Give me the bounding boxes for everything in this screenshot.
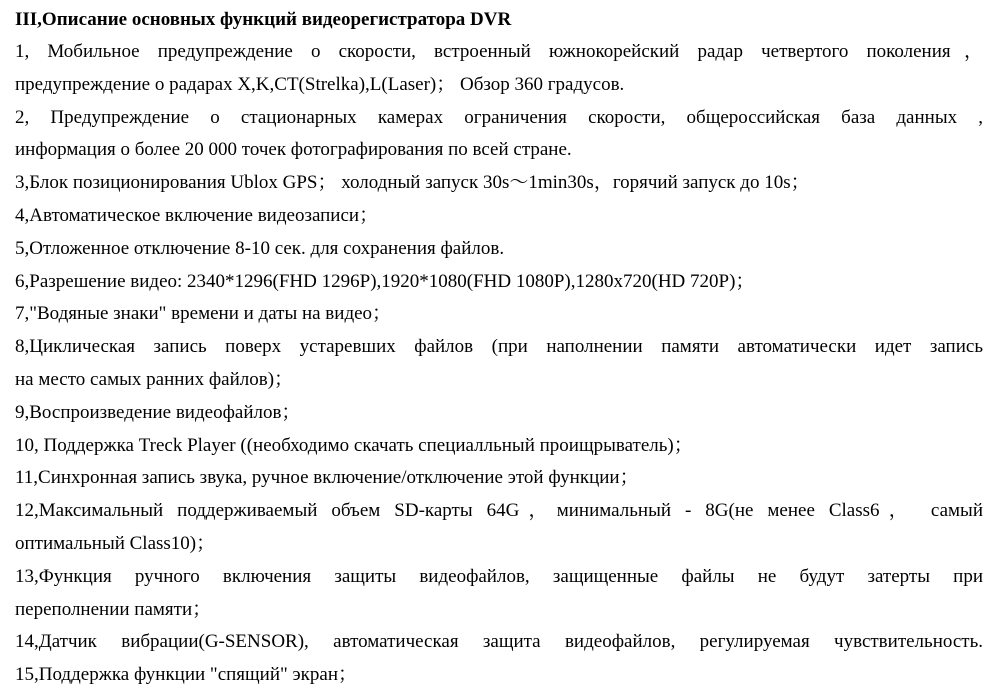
text-line-12: 9,Воспроизведение видеофайлов； xyxy=(15,401,301,423)
text-line-13: 10, Поддержка Treck Player ((необходимо скачать специалльный проищрыватель)； xyxy=(15,434,693,456)
text-line-3: 2, Предупреждение о стационарных камерах ограничения скорости, общероссийская база данных , xyxy=(15,106,983,128)
text-line-18: переполнении памяти； xyxy=(15,598,212,620)
text-line-5: 3,Блок позиционирования Ublox GPS； холодный запуск 30s～1min30s，горячий запуск до 10s； xyxy=(15,172,810,194)
text-line-11: на место самых ранних файлов)； xyxy=(15,368,294,390)
text-line-20: 15,Поддержка функции "спящий" экран； xyxy=(15,664,357,686)
text-line-6: 4,Автоматическое включение видеозаписи； xyxy=(15,204,379,226)
section-title: III,Описание основных функций видеорегистратора DVR xyxy=(15,9,512,30)
text-line-15: 12,Максимальный поддерживаемый объем SD-карты 64G，минимальный - 8G(не менее Class6， самый xyxy=(15,500,983,522)
text-line-1: 1, Мобильное предупреждение о скорости, встроенный южнокорейский радар четвертого поколения， xyxy=(15,41,983,62)
text-line-17: 13,Функция ручного включения защиты видеофайлов, защищенные файлы не будут затерты при xyxy=(15,565,983,587)
text-line-14: 11,Синхронная запись звука, ручное включение/отключение этой функции； xyxy=(15,467,639,489)
text-line-16: оптимальный Class10)； xyxy=(15,532,216,554)
document-body xyxy=(15,4,983,692)
text-line-8: 6,Разрешение видео: 2340*1296(FHD 1296P),1920*1080(FHD 1080P),1280x720(HD 720P)； xyxy=(15,270,755,292)
text-line-2: предупреждение о радарах X,K,CT(Strelka),L(Laser)； Обзор 360 градусов. xyxy=(15,73,625,95)
text-line-7: 5,Отложенное отключение 8-10 сек. для сохранения файлов. xyxy=(15,237,505,259)
text-line-4: информация о более 20 000 точек фотографирования по всей стране. xyxy=(15,139,572,161)
text-line-10: 8,Циклическая запись поверх устаревших файлов (при наполнении памяти автоматически идет запись xyxy=(15,336,983,358)
text-line-9: 7,"Водяные знаки" времени и даты на видео； xyxy=(15,303,392,325)
text-line-19: 14,Датчик вибрации(G-SENSOR), автоматическая защита видеофайлов, регулируемая чувствительность. xyxy=(15,631,983,653)
